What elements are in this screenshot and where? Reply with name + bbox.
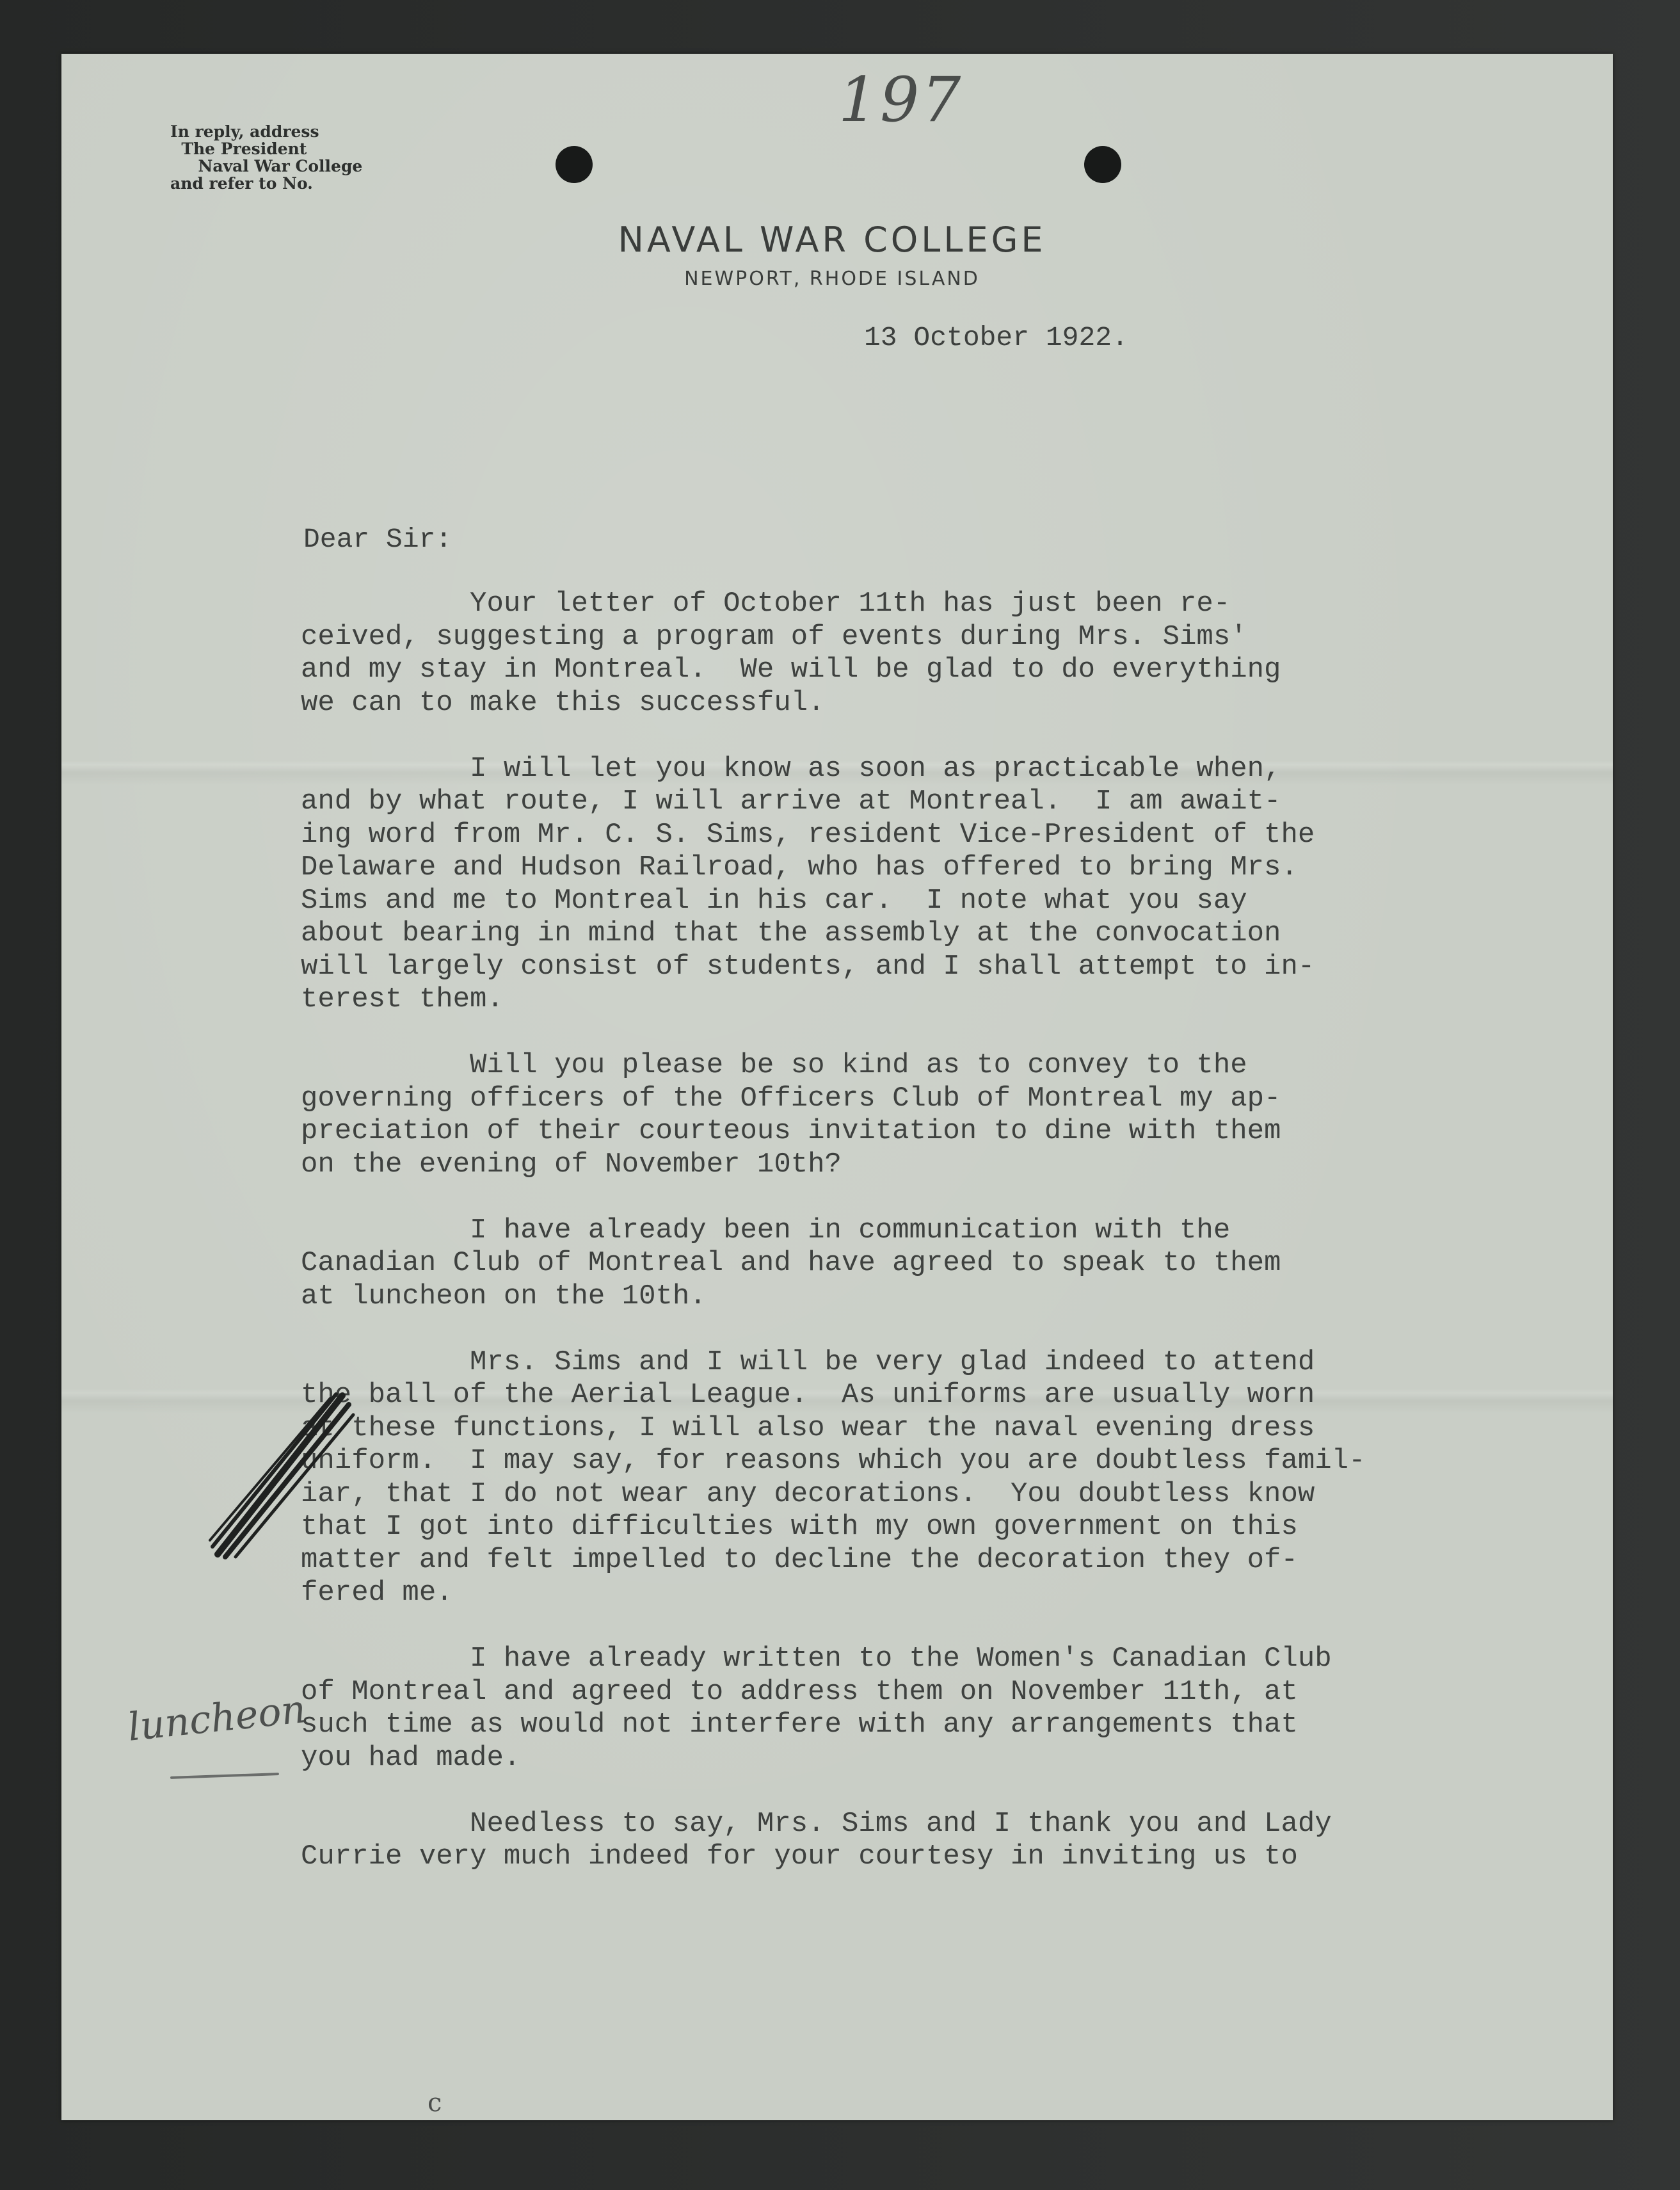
reply-address-block: In reply, address The President Naval War College and refer to No.	[170, 122, 363, 193]
paragraph-3: Will you please be so kind as to convey to the governing officers of the Officers Club of Montreal my ap- preciation of their courteous invitation to dine with them on the evening of November 10th?	[301, 1049, 1281, 1180]
letter-body	[301, 588, 1549, 1906]
paragraph-1: Your letter of October 11th has just been re- ceived, suggesting a program of events during Mrs. Sims' and my stay in Montreal. We will be glad to do everything we can to make this successful.	[301, 588, 1281, 719]
paragraph-6: I have already written to the Women's Canadian Club of Montreal and agreed to address them on November 11th, at such time as would not interfere with any arrangements that you had made.	[301, 1643, 1332, 1774]
letterhead-subtitle: NEWPORT, RHODE ISLAND	[684, 268, 980, 290]
letter-date: 13 October 1922.	[864, 322, 1128, 353]
bottom-pencil-mark: c	[428, 2088, 442, 2118]
paragraph-4: I have already been in communication with the Canadian Club of Montreal and have agreed to speak to them at luncheon on the 10th.	[301, 1214, 1281, 1312]
paragraph-7: Needless to say, Mrs. Sims and I thank you and Lady Currie very much indeed for your courtesy in inviting us to	[301, 1807, 1332, 1872]
pencil-strike-mark	[205, 1389, 358, 1562]
punch-hole-left	[556, 146, 593, 183]
margin-annotation: luncheon	[125, 1687, 308, 1750]
handwritten-folio-number: 197	[838, 64, 964, 136]
salutation: Dear Sir:	[303, 524, 452, 555]
letterhead-title: NAVAL WAR COLLEGE	[618, 220, 1046, 260]
paragraph-2: I will let you know as soon as practicable when, and by what route, I will arrive at Montreal. I am await- ing word from Mr. C. S. Sims, resident Vice-President of the Delaware and Hudson Railroad, who has offered to bring Mrs. Sims and me to Montreal in his car. I note what you say about bearing in mind that the assembly at the convocation will largely consist of students, and I shall attempt to in- terest them.	[301, 752, 1315, 1015]
paragraph-5: Mrs. Sims and I will be very glad indeed to attend the ball of the Aerial League. As uniforms are usually worn at these functions, I will also wear the naval evening dress uniform. I may say, for reasons which you are doubtless famil- iar, that I do not wear any decorations. You doubtless know that I got into difficulties with my own government on this matter and felt impelled to decline the decoration they of- fered me.	[301, 1346, 1366, 1609]
punch-hole-right	[1084, 146, 1121, 183]
